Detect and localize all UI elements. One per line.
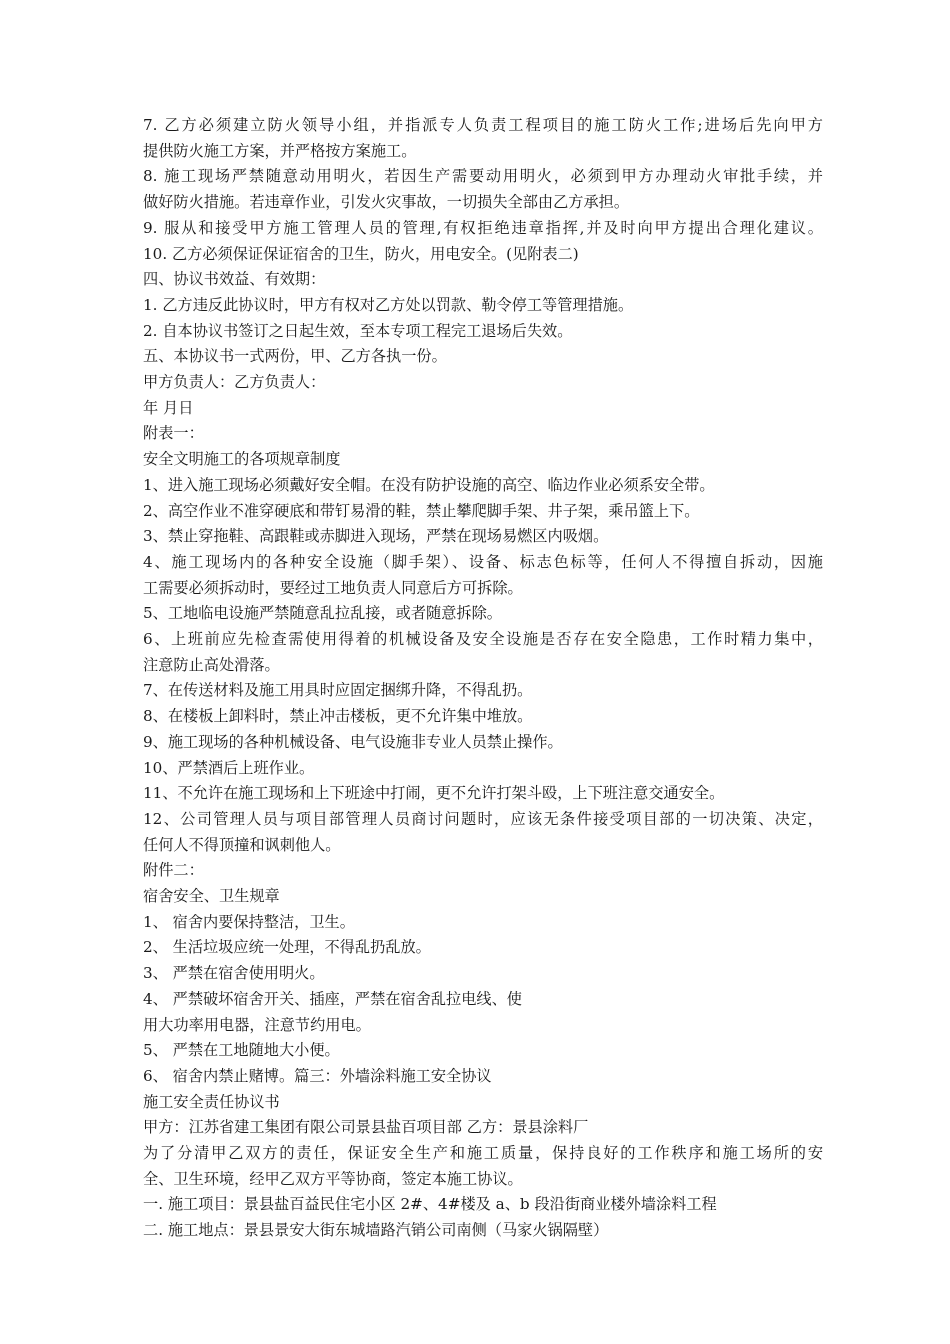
text-line: 1、进入施工现场必须戴好安全帽。在没有防护设施的高空、临边作业必须系安全带。 <box>143 475 715 494</box>
text-line: 10. 乙方必须保证保证宿舍的卫生，防火，用电安全。(见附表二) <box>143 244 579 263</box>
text-line: 12、公司管理人员与项目部管理人员商讨问题时，应该无条件接受项目部的一切决策、决定， <box>143 809 823 828</box>
text-line: 为了分清甲乙双方的责任，保证安全生产和施工质量，保持良好的工作秩序和施工场所的安 <box>143 1144 823 1162</box>
text-line: 四、协议书效益、有效期： <box>143 270 326 289</box>
text-line: 施工安全责任协议书 <box>143 1092 280 1111</box>
text-line: 2. 自本协议书签订之日起生效，至本专项工程完工退场后失效。 <box>143 321 573 340</box>
text-line: 五、本协议书一式两份，甲、乙方各执一份。 <box>143 347 447 366</box>
text-line: 6、 宿舍内禁止赌博。篇三：外墙涂料施工安全协议 <box>143 1066 492 1085</box>
text-line: 附件二： <box>143 861 204 880</box>
text-line: 用大功率用电器，注意节约用电。 <box>143 1015 371 1034</box>
text-line: 10、严禁酒后上班作业。 <box>143 758 315 777</box>
text-line: 4、施工现场内的各种安全设施（脚手架）、设备、标志色标等，任何人不得擅自拆动，因施 <box>143 552 823 571</box>
text-line: 3、 严禁在宿舍使用明火。 <box>143 964 325 983</box>
text-line: 7、在传送材料及施工用具时应固定捆绑升降，不得乱扔。 <box>143 681 533 700</box>
text-line: 全、卫生环境，经甲乙双方平等协商，签定本施工协议。 <box>143 1169 523 1188</box>
text-line: 二. 施工地点：景县景安大街东城墙路汽销公司南侧（马家火锅隔壁） <box>143 1221 609 1240</box>
text-line: 年 月日 <box>143 398 194 417</box>
text-line: 9. 服从和接受甲方施工管理人员的管理,有权拒绝违章指挥,并及时向甲方提出合理化建议。 <box>143 218 823 237</box>
text-line: 2、高空作业不准穿硬底和带钉易滑的鞋，禁止攀爬脚手架、井子架，乘吊篮上下。 <box>143 501 700 520</box>
text-line: 3、禁止穿拖鞋、高跟鞋或赤脚进入现场，严禁在现场易燃区内吸烟。 <box>143 527 609 546</box>
text-line: 附表一： <box>143 424 204 443</box>
text-line: 做好防火措施。若违章作业，引发火灾事故，一切损失全部由乙方承担。 <box>143 193 629 212</box>
text-line: 6、上班前应先检查需使用得着的机械设备及安全设施是否存在安全隐患，工作时精力集中， <box>143 630 823 648</box>
text-line: 8、在楼板上卸料时，禁止冲击楼板，更不允许集中堆放。 <box>143 707 533 726</box>
text-line: 9、施工现场的各种机械设备、电气设施非专业人员禁止操作。 <box>143 732 563 751</box>
text-line: 任何人不得顶撞和讽刺他人。 <box>143 835 341 854</box>
text-line: 甲方负责人：乙方负责人： <box>143 373 326 391</box>
text-line: 4、 严禁破坏宿舍开关、插座，严禁在宿舍乱拉电线、使 <box>143 989 522 1008</box>
text-line: 5、工地临电设施严禁随意乱拉乱接，或者随意拆除。 <box>143 604 502 623</box>
text-line: 1、 宿舍内要保持整洁，卫生。 <box>143 912 355 931</box>
text-line: 2、 生活垃圾应统一处理，不得乱扔乱放。 <box>143 938 431 957</box>
text-line: 工需要必须拆动时，要经过工地负责人同意后方可拆除。 <box>143 578 523 597</box>
text-line: 1. 乙方违反此协议时，甲方有权对乙方处以罚款、勒令停工等管理措施。 <box>143 295 634 314</box>
text-line: 注意防止高处滑落。 <box>143 655 280 674</box>
text-line: 宿舍安全、卫生规章 <box>143 887 280 905</box>
text-line: 一. 施工项目：景县盐百益民住宅小区 2#、4#楼及 a、b 段沿街商业楼外墙涂料工程 <box>143 1195 717 1214</box>
text-line: 11、不允许在施工现场和上下班途中打闹，更不允许打架斗殴，上下班注意交通安全。 <box>143 784 725 803</box>
text-line: 甲方：江苏省建工集团有限公司景县盐百项目部 乙方：景县涂料厂 <box>143 1118 589 1137</box>
text-line: 7. 乙方必须建立防火领导小组，并指派专人负责工程项目的施工防火工作;进场后先向甲方 <box>143 116 823 134</box>
text-line: 安全文明施工的各项规章制度 <box>143 450 341 469</box>
text-line: 8. 施工现场严禁随意动用明火，若因生产需要动用明火，必须到甲方办理动火审批手续，并 <box>143 167 823 186</box>
text-line: 提供防火施工方案，并严格按方案施工。 <box>143 141 417 160</box>
text-line: 5、 严禁在工地随地大小便。 <box>143 1041 340 1060</box>
